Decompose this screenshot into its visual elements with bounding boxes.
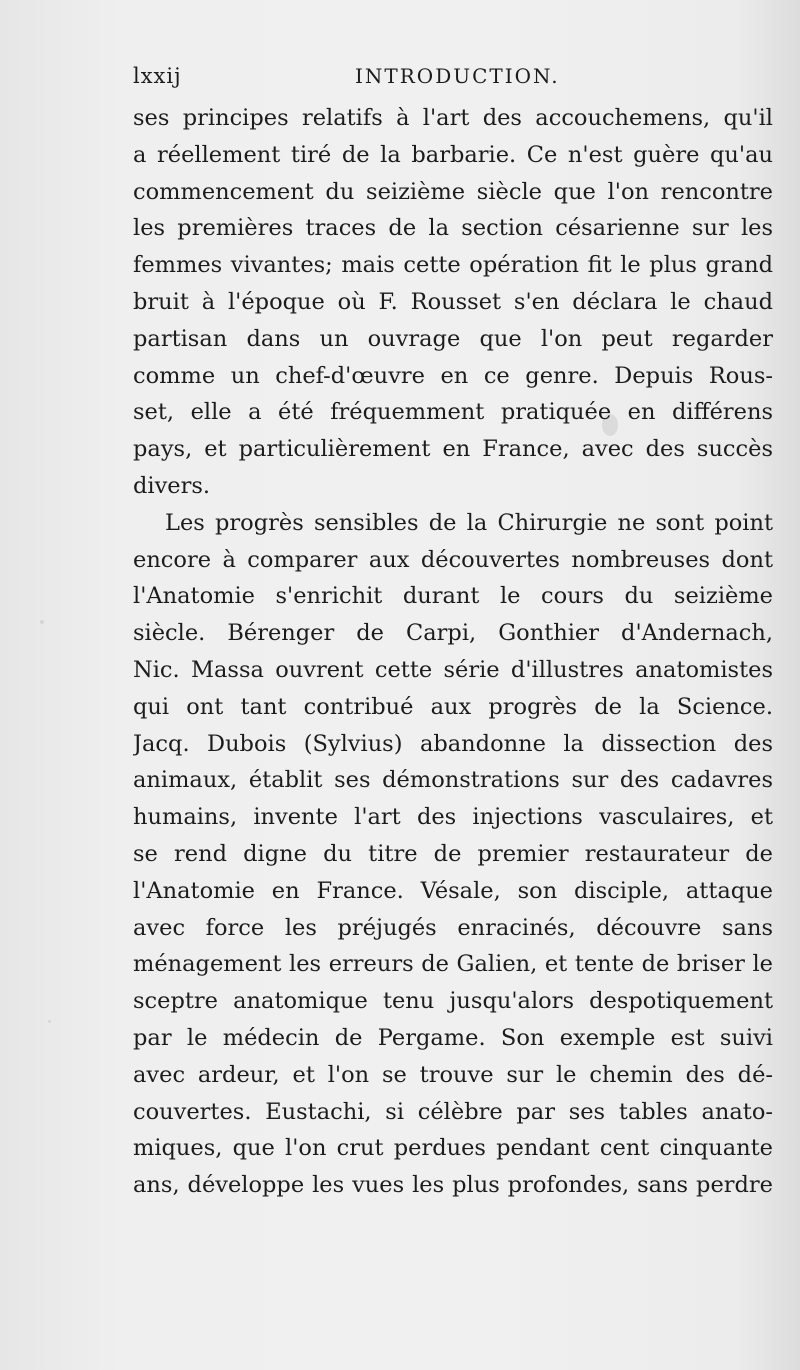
text-line: humains, invente l'art des injections vasculaires, et xyxy=(133,804,773,831)
ink-speck xyxy=(48,1020,51,1023)
text-line: femmes vivantes; mais cette opération fit le plus grand xyxy=(133,252,773,279)
text-line: ans, développe les vues les plus profondes, sans perdre xyxy=(133,1172,773,1199)
text-line: les premières traces de la section césarienne sur les xyxy=(133,215,773,242)
text-line: sceptre anatomique tenu jusqu'alors despotiquement xyxy=(133,988,773,1015)
running-head-title: INTRODUCTION. xyxy=(355,64,560,88)
text-line: l'Anatomie s'enrichit durant le cours du seizième xyxy=(133,583,773,610)
text-line: a réellement tiré de la barbarie. Ce n'est guère qu'au xyxy=(133,141,773,168)
running-head xyxy=(133,58,773,92)
ink-speck xyxy=(40,620,44,624)
paragraph-first-line: Les progrès sensibles de la Chirurgie ne sont point xyxy=(165,509,773,536)
text-line: pays, et particulièrement en France, avec des succès xyxy=(133,436,773,463)
text-line: avec ardeur, et l'on se trouve sur le chemin des dé- xyxy=(133,1061,773,1088)
text-line: ses principes relatifs à l'art des accouchemens, qu'il xyxy=(133,105,773,131)
body-text xyxy=(133,100,773,1204)
text-line: couvertes. Eustachi, si célèbre par ses tables anato- xyxy=(133,1098,773,1125)
text-line: Nic. Massa ouvrent cette série d'illustres anatomistes xyxy=(133,656,773,683)
text-line: miques, que l'on crut perdues pendant cent cinquante xyxy=(133,1135,773,1162)
text-line: avec force les préjugés enracinés, découvre sans xyxy=(133,914,773,941)
text-line: partisan dans un ouvrage que l'on peut regarder xyxy=(133,325,773,352)
text-line: set, elle a été fréquemment pratiquée en différens xyxy=(133,399,773,426)
text-line: ménagement les erreurs de Galien, et tente de briser le xyxy=(133,951,773,978)
paragraph-end-line: divers. xyxy=(133,472,211,499)
text-line: animaux, établit ses démonstrations sur des cadavres xyxy=(133,767,773,794)
text-line: qui ont tant contribué aux progrès de la Science. xyxy=(133,693,773,720)
text-line: se rend digne du titre de premier restaurateur de xyxy=(133,840,773,867)
text-line: commencement du seizième siècle que l'on rencontre xyxy=(133,178,773,205)
text-line: bruit à l'époque où F. Rousset s'en déclara le chaud xyxy=(133,288,773,315)
text-line: par le médecin de Pergame. Son exemple est suivi xyxy=(133,1024,773,1051)
text-line: comme un chef-d'œuvre en ce genre. Depuis Rous- xyxy=(133,362,773,389)
page-number: lxxij xyxy=(133,64,182,88)
text-line: l'Anatomie en France. Vésale, son disciple, attaque xyxy=(133,877,773,904)
text-line: encore à comparer aux découvertes nombreuses dont xyxy=(133,546,773,573)
text-line: siècle. Bérenger de Carpi, Gonthier d'Andernach, xyxy=(133,620,773,647)
text-line: Jacq. Dubois (Sylvius) abandonne la dissection des xyxy=(133,730,773,757)
